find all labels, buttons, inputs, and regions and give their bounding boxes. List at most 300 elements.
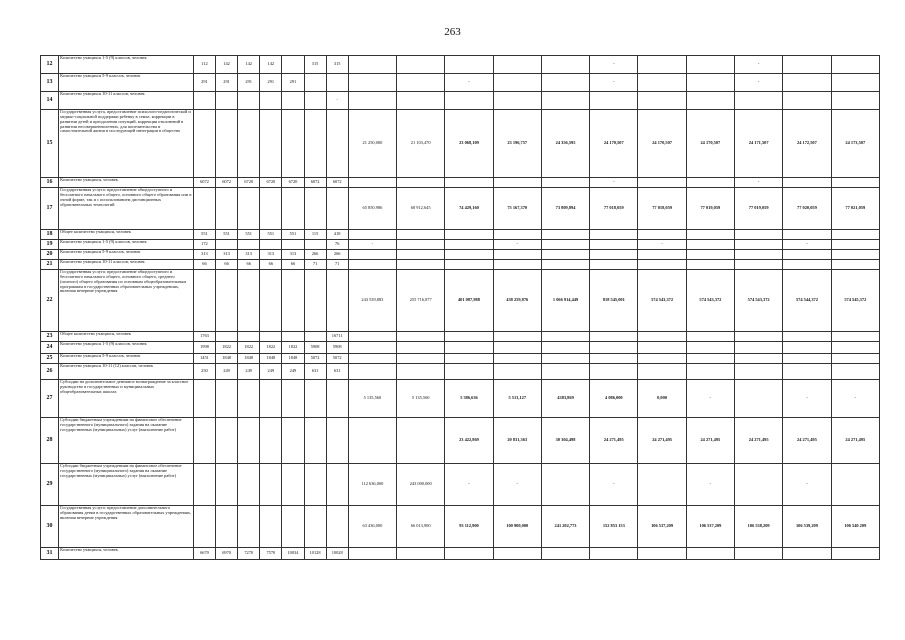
row-number: 19 <box>41 240 59 250</box>
table-cell <box>783 250 831 260</box>
row-number: 26 <box>41 364 59 380</box>
table-cell: 266 <box>304 250 326 260</box>
row-description: Количество учащихся 10-11 классов, человек <box>59 260 194 270</box>
table-cell: 24 271,495 <box>638 418 686 464</box>
table-cell <box>735 354 783 364</box>
table-cell <box>304 464 326 506</box>
table-cell: 5908 <box>326 342 348 354</box>
table-cell: 106 537,209 <box>638 506 686 548</box>
table-cell <box>397 178 445 188</box>
row-description: Количество учащихся 5-9 классов, человек <box>59 354 194 364</box>
table-cell <box>304 270 326 332</box>
table-cell <box>735 380 783 418</box>
table-cell <box>348 250 396 260</box>
table-cell: 315 <box>326 56 348 74</box>
table-row <box>41 250 880 260</box>
table-cell: - <box>638 240 686 250</box>
table-cell <box>445 240 493 250</box>
table-cell: 313 <box>238 250 260 260</box>
table-cell <box>326 380 348 418</box>
table-cell <box>541 250 589 260</box>
table-cell <box>590 260 638 270</box>
table-cell <box>348 230 396 240</box>
table-cell <box>348 342 396 354</box>
table-cell <box>445 250 493 260</box>
row-description: Количество учащихся, человек <box>59 178 194 188</box>
table-cell: 23 196,757 <box>493 110 541 178</box>
table-cell <box>282 92 304 110</box>
table-cell <box>445 332 493 342</box>
table-cell: 24 271,495 <box>783 418 831 464</box>
table-cell <box>831 342 879 354</box>
table-cell <box>541 92 589 110</box>
table-cell <box>238 506 260 548</box>
table-cell: 574 543,372 <box>638 270 686 332</box>
table-cell <box>735 464 783 506</box>
table-row <box>41 464 880 506</box>
table-row <box>41 240 880 250</box>
table-cell: 112 <box>193 56 215 74</box>
table-cell: 24 271,495 <box>590 418 638 464</box>
table-cell: 1822 <box>260 342 282 354</box>
table-cell: 77 019,059 <box>735 188 783 230</box>
table-cell: 77 018,059 <box>590 188 638 230</box>
row-description: Субсидии бюджетным учреждениям на финансовое обеспечение государственного (муниципального) задания на оказание государственных (муниципальных) услуг (выполнение работ) <box>59 418 194 464</box>
table-cell: 66 013,900 <box>397 506 445 548</box>
table-cell: 75 167,370 <box>493 188 541 230</box>
table-cell <box>216 380 238 418</box>
table-row <box>41 342 880 354</box>
table-cell <box>735 92 783 110</box>
table-cell: 249 <box>260 364 282 380</box>
table-cell <box>282 188 304 230</box>
table-row <box>41 418 880 464</box>
table-cell <box>445 92 493 110</box>
table-cell: 5 135,560 <box>348 380 396 418</box>
table-cell: 631 <box>326 364 348 380</box>
table-cell: 66 <box>193 260 215 270</box>
row-description: Количество учащихся 10-11 классов, человек <box>59 92 194 110</box>
table-cell: 152 853 153 <box>590 506 638 548</box>
table-cell: 77 019,059 <box>686 188 734 230</box>
table-cell <box>831 548 879 560</box>
row-number: 30 <box>41 506 59 548</box>
table-cell: 172 <box>193 240 215 250</box>
table-cell: - <box>783 240 831 250</box>
table-cell: 66 <box>282 260 304 270</box>
table-cell <box>735 260 783 270</box>
table-cell: 21 250,000 <box>348 110 396 178</box>
table-cell: 24 356,595 <box>541 110 589 178</box>
table-cell <box>590 548 638 560</box>
table-cell <box>216 92 238 110</box>
row-number: 16 <box>41 178 59 188</box>
table-cell <box>735 250 783 260</box>
table-cell: 313 <box>216 250 238 260</box>
table-cell <box>493 354 541 364</box>
table-row <box>41 548 880 560</box>
row-description: Количество учащихся 1-5 (9) классов, человек <box>59 240 194 250</box>
table-cell <box>493 342 541 354</box>
row-number: 23 <box>41 332 59 342</box>
row-number: 28 <box>41 418 59 464</box>
table-cell <box>445 56 493 74</box>
table-cell: 0,000 <box>638 380 686 418</box>
table-cell: - <box>493 240 541 250</box>
table-cell <box>304 188 326 230</box>
table-cell: - <box>590 178 638 188</box>
row-description: Количество учащихся 5-9 классов, человек <box>59 74 194 92</box>
table-cell <box>238 418 260 464</box>
table-cell <box>831 240 879 250</box>
table-cell <box>445 260 493 270</box>
row-number: 17 <box>41 188 59 230</box>
table-cell <box>238 332 260 342</box>
table-cell <box>686 178 734 188</box>
table-cell: 313 <box>193 250 215 260</box>
table-cell <box>193 92 215 110</box>
table-cell <box>193 270 215 332</box>
table-cell: 74 429,160 <box>445 188 493 230</box>
table-cell <box>686 364 734 380</box>
table-cell <box>783 92 831 110</box>
row-description: Количество учащихся 10-11 (12) классов, человек <box>59 364 194 380</box>
table-cell: 142 <box>260 56 282 74</box>
table-cell: 71 <box>326 260 348 270</box>
table-cell <box>783 56 831 74</box>
table-cell: - <box>783 380 831 418</box>
table-cell: 241 202,773 <box>541 506 589 548</box>
table-cell: 574 544,372 <box>783 270 831 332</box>
table-row <box>41 92 880 110</box>
table-cell: 77 020,059 <box>783 188 831 230</box>
table-cell: 418 <box>326 230 348 240</box>
table-cell <box>238 380 260 418</box>
table-cell <box>348 418 396 464</box>
table-cell: 66 <box>216 260 238 270</box>
table-cell <box>686 260 734 270</box>
table-row <box>41 230 880 240</box>
table-cell <box>590 332 638 342</box>
table-cell: - <box>590 464 638 506</box>
table-cell <box>282 380 304 418</box>
table-cell <box>238 270 260 332</box>
table-cell <box>541 74 589 92</box>
table-cell: 5 135,560 <box>397 380 445 418</box>
table-cell <box>348 548 396 560</box>
table-cell <box>397 332 445 342</box>
table-cell <box>783 364 831 380</box>
table-cell: 551 <box>260 230 282 240</box>
table-cell: 4 086,000 <box>590 380 638 418</box>
table-cell <box>541 354 589 364</box>
table-cell <box>638 178 686 188</box>
table-cell <box>282 110 304 178</box>
table-cell <box>735 364 783 380</box>
row-number: 13 <box>41 74 59 92</box>
table-cell: 1848 <box>282 354 304 364</box>
table-cell: 6720 <box>260 178 282 188</box>
table-cell: 551 <box>238 230 260 240</box>
table-cell: - <box>831 380 879 418</box>
table-cell: 1848 <box>260 354 282 364</box>
table-cell: 66 <box>260 260 282 270</box>
table-cell: 6670 <box>193 548 215 560</box>
table-cell: 20 831,363 <box>493 418 541 464</box>
table-cell <box>735 548 783 560</box>
row-description: Количество учащихся 1-5 (9) классов, человек <box>59 56 194 74</box>
table-cell: 6072 <box>193 178 215 188</box>
table-cell <box>590 364 638 380</box>
row-description: Общее количество учащихся, человек <box>59 332 194 342</box>
table-cell <box>348 364 396 380</box>
table-cell: 24 170,507 <box>638 110 686 178</box>
table-row <box>41 354 880 364</box>
table-cell <box>260 240 282 250</box>
table-cell: 1822 <box>238 342 260 354</box>
table-cell: 1998 <box>193 342 215 354</box>
table-cell <box>686 342 734 354</box>
table-cell <box>831 74 879 92</box>
table-cell: 76 <box>326 240 348 250</box>
table-cell <box>541 260 589 270</box>
row-number: 27 <box>41 380 59 418</box>
table-cell <box>638 342 686 354</box>
table-cell <box>193 418 215 464</box>
table-cell <box>831 260 879 270</box>
table-cell: 5908 <box>304 342 326 354</box>
table-cell <box>735 230 783 240</box>
table-cell <box>193 380 215 418</box>
table-row <box>41 270 880 332</box>
table-cell: 6970 <box>216 548 238 560</box>
table-cell <box>282 332 304 342</box>
table-cell: 6720 <box>238 178 260 188</box>
row-number: 25 <box>41 354 59 364</box>
table-cell <box>686 240 734 250</box>
table-cell <box>831 332 879 342</box>
page-number: 263 <box>444 26 461 38</box>
table-cell <box>638 364 686 380</box>
table-cell <box>686 230 734 240</box>
table-cell <box>831 354 879 364</box>
table-cell: 106 539,209 <box>783 506 831 548</box>
table-cell: 5 386,636 <box>445 380 493 418</box>
table-cell: 1 066 914,449 <box>541 270 589 332</box>
table-cell <box>831 464 879 506</box>
table-cell <box>348 56 396 74</box>
table-cell <box>397 260 445 270</box>
row-description: Государственная услуга: предоставление общедоступного и бесплатного начального общего, основного общего образования или в очной форме, так и с использованием дистанционных образовательных технологий <box>59 188 194 230</box>
table-cell: 5072 <box>304 354 326 364</box>
table-cell: - <box>590 56 638 74</box>
table-cell <box>304 74 326 92</box>
table-cell: - <box>686 464 734 506</box>
budget-table <box>40 55 880 560</box>
table-cell: 1763 <box>193 332 215 342</box>
row-number: 22 <box>41 270 59 332</box>
table-cell <box>326 418 348 464</box>
table-cell <box>493 74 541 92</box>
row-description: Государственная услуга: предоставление дополнительного образования детям в государственных образовательных учреждениях, включая вечерние учреждения <box>59 506 194 548</box>
table-cell <box>238 188 260 230</box>
table-cell <box>445 342 493 354</box>
table-cell: - <box>735 74 783 92</box>
table-cell: 266 <box>326 250 348 260</box>
table-cell: 24 271,495 <box>735 418 783 464</box>
table-cell <box>831 178 879 188</box>
row-description: Общее количество учащихся, человек <box>59 230 194 240</box>
table-cell <box>541 548 589 560</box>
table-cell: 574 543,372 <box>735 270 783 332</box>
row-description: Количество учащихся 1-5 (9) классов, человек <box>59 342 194 354</box>
table-cell: - <box>783 464 831 506</box>
table-cell <box>735 332 783 342</box>
table-cell <box>590 92 638 110</box>
table-cell: - <box>735 178 783 188</box>
table-row <box>41 74 880 92</box>
table-row <box>41 260 880 270</box>
table-cell: 77 021,059 <box>831 188 879 230</box>
table-cell: - <box>348 240 396 250</box>
table-cell <box>397 418 445 464</box>
table-cell <box>238 464 260 506</box>
table-cell: 249 <box>238 364 260 380</box>
table-cell: - <box>326 92 348 110</box>
table-cell: 7570 <box>260 548 282 560</box>
table-cell <box>326 506 348 548</box>
table-cell <box>326 74 348 92</box>
table-cell: 24 271,495 <box>831 418 879 464</box>
table-cell: 24 271,495 <box>686 418 734 464</box>
table-cell: 106 537,209 <box>686 506 734 548</box>
table-row <box>41 110 880 178</box>
table-cell: 291 <box>282 74 304 92</box>
table-cell: 30 304,498 <box>541 418 589 464</box>
table-cell <box>638 230 686 240</box>
table-cell <box>445 230 493 240</box>
table-cell <box>638 354 686 364</box>
table-row <box>41 380 880 418</box>
table-cell: - <box>445 74 493 92</box>
table-cell: 24 172,507 <box>783 110 831 178</box>
table-cell: 1822 <box>282 342 304 354</box>
table-cell: 551 <box>282 230 304 240</box>
table-cell: 115 <box>304 230 326 240</box>
table-cell: 574 545,372 <box>831 270 879 332</box>
table-cell: 1822 <box>216 342 238 354</box>
table-cell: 249 <box>216 364 238 380</box>
table-cell <box>541 178 589 188</box>
table-cell <box>193 110 215 178</box>
table-cell: - <box>493 464 541 506</box>
table-cell <box>193 506 215 548</box>
table-cell <box>831 364 879 380</box>
table-cell <box>193 188 215 230</box>
table-cell: 21 103,470 <box>397 110 445 178</box>
table-cell <box>590 342 638 354</box>
table-cell: 7270 <box>238 548 260 560</box>
table-cell <box>304 240 326 250</box>
row-number: 18 <box>41 230 59 240</box>
table-cell: 551 <box>193 230 215 240</box>
row-number: 15 <box>41 110 59 178</box>
table-cell <box>735 342 783 354</box>
table-cell: 1451 <box>193 354 215 364</box>
table-cell <box>260 380 282 418</box>
table-cell <box>348 92 396 110</box>
table-cell: 142 <box>238 56 260 74</box>
table-cell <box>397 74 445 92</box>
table-cell <box>260 332 282 342</box>
table-cell: 249 <box>282 364 304 380</box>
table-cell: 100 900,000 <box>493 506 541 548</box>
table-cell <box>686 332 734 342</box>
table-cell <box>590 230 638 240</box>
row-description: Государственная услуга, предоставление психолого-педагогической и медико-социальной поддержки ребенку в семье, коррекции в развитии детей и преодолении ситуаций, коррекция отклонений в развитии несовершеннолетних, для попечительства и самостоятельной жизни в последующей интеграции в общество <box>59 110 194 178</box>
table-cell: 142 <box>216 56 238 74</box>
table-cell: 818 545,001 <box>590 270 638 332</box>
table-cell <box>216 464 238 506</box>
table-cell <box>493 230 541 240</box>
table-cell <box>348 332 396 342</box>
table-row <box>41 178 880 188</box>
row-number: 20 <box>41 250 59 260</box>
table-cell: 6072 <box>304 178 326 188</box>
table-cell: 291 <box>193 74 215 92</box>
table-cell <box>493 364 541 380</box>
row-number: 29 <box>41 464 59 506</box>
table-cell: 313 <box>260 250 282 260</box>
table-cell: 401 087,988 <box>445 270 493 332</box>
table-cell <box>541 464 589 506</box>
table-cell <box>638 74 686 92</box>
table-cell <box>304 380 326 418</box>
row-number: 14 <box>41 92 59 110</box>
table-cell: 574 543,372 <box>686 270 734 332</box>
table-cell <box>783 74 831 92</box>
table-cell: 315 <box>304 56 326 74</box>
table-cell <box>216 418 238 464</box>
table-cell <box>260 418 282 464</box>
table-cell <box>541 230 589 240</box>
table-cell <box>783 342 831 354</box>
table-cell <box>638 548 686 560</box>
table-cell <box>783 354 831 364</box>
table-cell: 1848 <box>216 354 238 364</box>
table-cell <box>541 364 589 380</box>
table-cell <box>541 332 589 342</box>
table-cell: 93 112,900 <box>445 506 493 548</box>
table-cell <box>397 230 445 240</box>
table-cell <box>638 92 686 110</box>
table-cell <box>260 110 282 178</box>
table-cell: 551 <box>216 230 238 240</box>
table-cell: 6720 <box>282 178 304 188</box>
table-cell <box>590 240 638 250</box>
table-cell <box>348 260 396 270</box>
table-cell <box>304 92 326 110</box>
table-cell <box>216 270 238 332</box>
table-cell <box>686 74 734 92</box>
row-number: 31 <box>41 548 59 560</box>
table-row <box>41 332 880 342</box>
table-cell <box>348 354 396 364</box>
row-description: Субсидии на дополнительное денежное вознаграждение за классное руководство в государственных и муниципальных общеобразовательных школах <box>59 380 194 418</box>
table-cell <box>326 270 348 332</box>
table-cell <box>216 332 238 342</box>
table-cell: 250 <box>193 364 215 380</box>
